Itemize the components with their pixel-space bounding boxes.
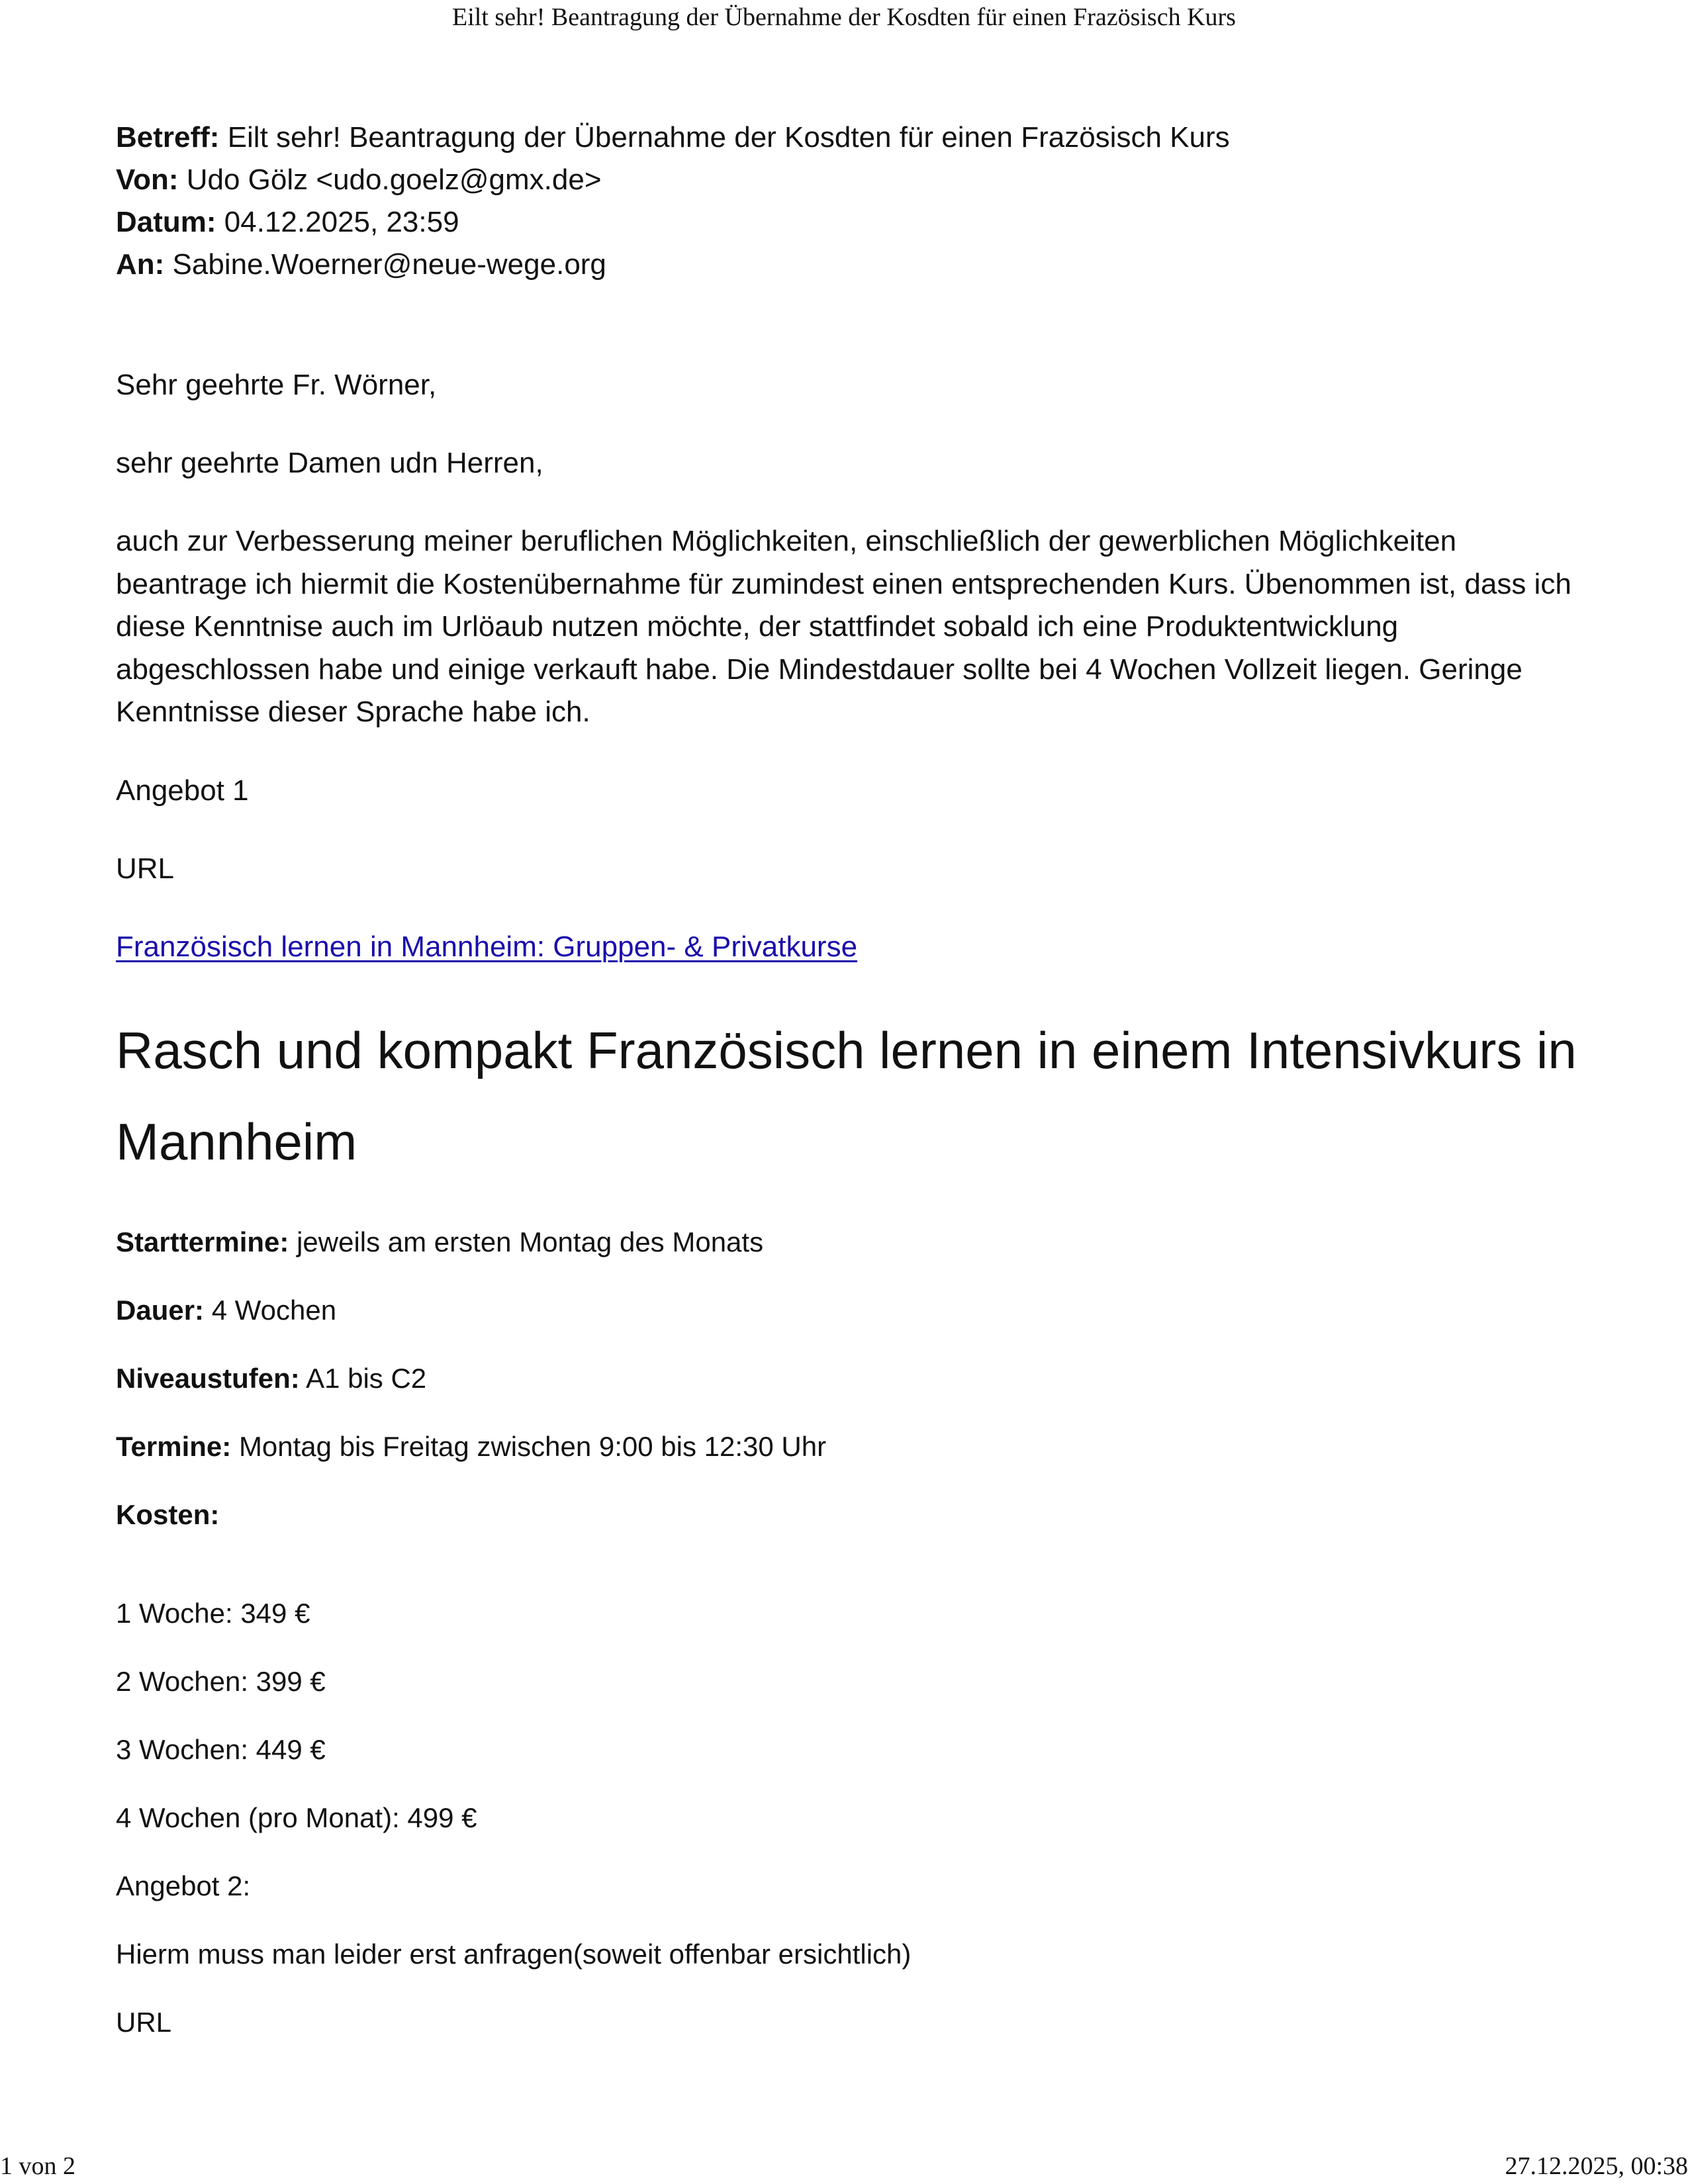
url-2-label: URL: [116, 2007, 172, 2038]
body-paragraph: auch zur Verbesserung meiner beruflichen Möglichkeiten, einschließlich der gewerblichen Möglichkeiten beantrage ich hiermit die Kostenübernahme für zumindest einen entsprechenden Kurs. Übenommen ist, dass ich diese Kenntnise auch im Urlöaub nutzen möchte, der stattfindet sobald ich eine Produktentwicklung abgeschlossen habe und einige verkauft habe. Die Mindestdauer sollte bei 4 Wochen Vollzeit liegen. Geringe Kenntnisse dieser Sprache habe ich.: [116, 525, 1571, 728]
subject-value: Eilt sehr! Beantragung der Übernahme der Kosdten für einen Frazösisch Kurs: [227, 121, 1230, 154]
costs-label: Kosten:: [116, 1499, 220, 1530]
price-item: 2 Wochen: 399 €: [116, 1666, 326, 1697]
subject-label: Betreff:: [116, 121, 220, 154]
offer-1-label: Angebot 1: [116, 774, 249, 807]
to-value: Sabine.Woerner@neue-wege.org: [172, 248, 606, 281]
start-dates-value: jeweils am ersten Montag des Monats: [297, 1226, 764, 1257]
from-label: Von:: [116, 163, 179, 196]
greeting-2: sehr geehrte Damen udn Herren,: [116, 447, 543, 479]
offer-heading: Rasch und kompakt Französisch lernen in einem Intensivkurs in Mannheim: [116, 1021, 1577, 1171]
costs-line: [116, 1494, 219, 1536]
offer-1-link[interactable]: [116, 926, 857, 968]
greeting-1: Sehr geehrte Fr. Wörner,: [116, 369, 437, 401]
date-label: Datum:: [116, 206, 216, 238]
duration-label: Dauer:: [116, 1295, 205, 1326]
price-item: 1 Woche: 349 €: [116, 1598, 310, 1629]
to-line: [116, 244, 606, 286]
times-value: Montag bis Freitag zwischen 9:00 bis 12:30 Uhr: [238, 1431, 827, 1462]
from-line: [116, 159, 602, 201]
levels-label: Niveaustufen:: [116, 1363, 300, 1394]
duration-line: [116, 1289, 336, 1332]
to-label: An:: [116, 248, 165, 281]
url-1-label: URL: [116, 852, 175, 885]
offer-2-note: Hierm muss man leider erst anfragen(soweit offenbar ersichtlich): [116, 1938, 912, 1970]
price-item: 3 Wochen: 449 €: [116, 1734, 326, 1765]
duration-value: 4 Wochen: [211, 1295, 337, 1326]
start-dates-label: Starttermine:: [116, 1226, 289, 1257]
levels-value: A1 bis C2: [306, 1363, 427, 1394]
price-item: 4 Wochen (pro Monat): 499 €: [116, 1802, 477, 1833]
offer-2-label: Angebot 2:: [116, 1870, 251, 1901]
from-value: Udo Gölz <udo.goelz@gmx.de>: [186, 163, 602, 196]
page-number: 1 von 2: [0, 2152, 75, 2180]
times-label: Termine:: [116, 1431, 232, 1462]
subject-line: [116, 116, 1230, 159]
date-value: 04.12.2025, 23:59: [224, 206, 459, 238]
print-header-title: Eilt sehr! Beantragung der Übernahme der Kosdten für einen Frazösisch Kurs: [452, 3, 1236, 31]
start-dates-line: [116, 1221, 763, 1263]
date-line: [116, 201, 459, 244]
times-line: [116, 1426, 826, 1468]
levels-line: [116, 1357, 426, 1400]
print-timestamp: 27.12.2025, 00:38: [1505, 2152, 1688, 2180]
offer-1-link-text[interactable]: Französisch lernen in Mannheim: Gruppen- & Privatkurse: [116, 931, 858, 963]
